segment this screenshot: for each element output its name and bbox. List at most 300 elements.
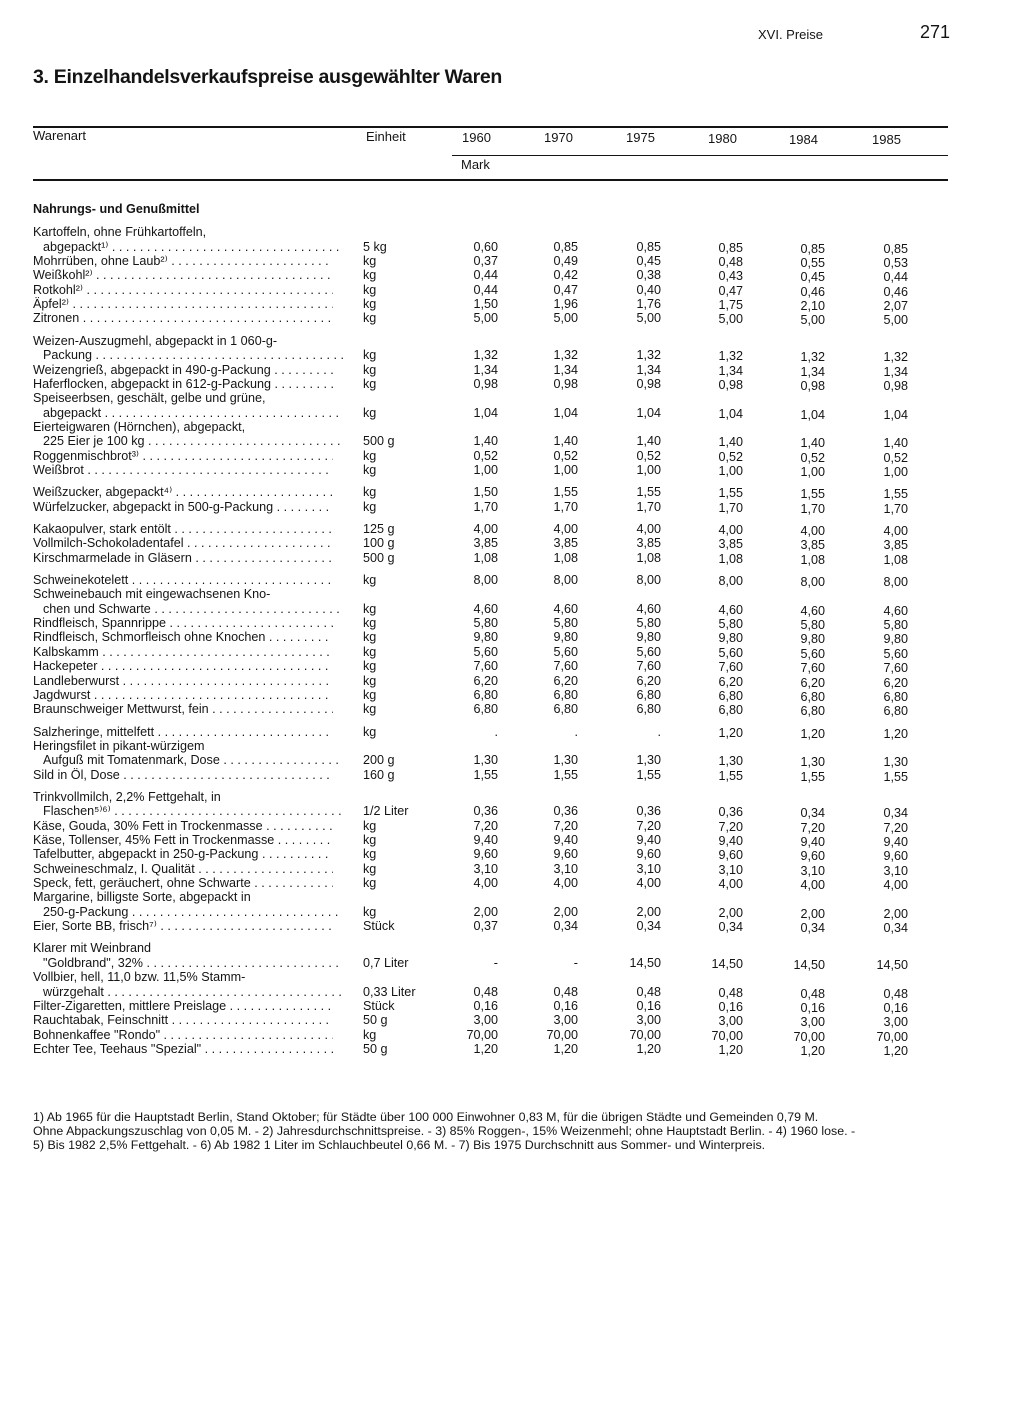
price-cell: 4,60 [553,602,578,616]
table-row [0,602,1024,616]
row-label: Schweinekotelett . . . [33,573,333,587]
footnote-line: 1) Ab 1965 für die Hauptstadt Berlin, Stand Oktober; für Städte über 100 000 Einwohner 0,83 M, für die übrigen Städte und Gemeinden 0,79 M. [33,1110,819,1124]
price-cell: 1,32 [718,349,743,363]
table-row [0,956,1024,970]
price-cell: 1,20 [553,1042,578,1056]
row-label: Filter-Zigaretten, mittlere Preislage . . . [33,999,333,1013]
row-unit: 200 g [363,753,395,767]
row-label: Packung . . . [43,348,343,362]
price-cell: 70,00 [466,1028,498,1042]
currency-label: Mark [461,157,490,172]
price-cell: 5,80 [718,617,743,631]
row-unit: kg [363,485,377,499]
row-label: Hackepeter . . . [33,659,333,673]
price-cell: 0,36 [553,804,578,818]
price-cell: 1,30 [718,754,743,768]
price-cell: 3,85 [718,537,743,551]
price-cell: 7,20 [718,820,743,834]
price-cell: 0,37 [473,919,498,933]
price-cell: 7,20 [473,819,498,833]
row-label: Echter Tee, Teehaus "Spezial" . . . [33,1042,333,1056]
table-row [0,449,1024,463]
table-row-text [0,420,1024,434]
price-cell: 1,55 [800,770,825,784]
price-cell: 1,04 [718,407,743,421]
price-cell: 0,36 [473,804,498,818]
price-cell: 6,20 [718,675,743,689]
price-cell: 1,00 [473,463,498,477]
col-header-year: 1975 [626,130,655,145]
table-row [0,254,1024,268]
price-cell: 9,60 [800,849,825,863]
price-cell: 3,00 [553,1013,578,1027]
table-row-text [0,941,1024,955]
table-row [0,551,1024,565]
price-cell: 1,04 [636,406,661,420]
price-cell: 9,40 [883,835,908,849]
price-cell: 0,47 [718,284,743,298]
table-row [0,876,1024,890]
table-row [0,311,1024,325]
price-cell: 1,70 [636,500,661,514]
row-label: 250-g-Packung . . . [43,905,343,919]
price-cell: 1,55 [883,487,908,501]
price-cell: 3,85 [553,536,578,550]
row-unit: kg [363,725,377,739]
price-cell: 1,55 [718,486,743,500]
price-cell: 9,40 [800,835,825,849]
price-cell: 2,00 [800,907,825,921]
table-row [0,905,1024,919]
row-label: würzgehalt . . . [43,985,343,999]
price-cell: 5,60 [553,645,578,659]
price-cell: 5,00 [883,313,908,327]
row-unit: kg [363,311,377,325]
price-cell: 70,00 [546,1028,578,1042]
price-cell: 0,60 [473,240,498,254]
price-cell: 0,45 [800,270,825,284]
row-label: Nahrungs- und Genußmittel [33,202,200,216]
price-cell: 0,98 [718,378,743,392]
row-unit: kg [363,630,377,644]
price-cell: 0,44 [883,270,908,284]
price-cell: 9,80 [553,630,578,644]
price-cell: 7,20 [636,819,661,833]
price-cell: 5,00 [473,311,498,325]
table-row-text [0,790,1024,804]
price-cell: 1,20 [636,1042,661,1056]
row-unit: kg [363,602,377,616]
price-cell: 0,34 [800,921,825,935]
price-cell: 1,76 [636,297,661,311]
row-unit: kg [363,449,377,463]
price-cell: 8,00 [883,575,908,589]
table-row [0,485,1024,499]
price-cell: 2,00 [883,907,908,921]
row-unit: 0,7 Liter [363,956,409,970]
price-cell: 3,10 [473,862,498,876]
row-label: Salzheringe, mittelfett . . . [33,725,333,739]
table-row [0,522,1024,536]
row-label: Klarer mit Weinbrand [33,941,152,955]
row-label: Vollmilch-Schokoladentafel . . . [33,536,333,550]
price-cell: 1,40 [800,436,825,450]
price-cell: 0,16 [553,999,578,1013]
table-row-text [0,890,1024,904]
price-cell: 4,00 [883,524,908,538]
price-cell: 4,60 [718,603,743,617]
row-label: Flaschen⁵⁾⁶⁾ . . . [43,804,343,818]
table-row [0,999,1024,1013]
table-row [0,630,1024,644]
price-cell: 0,42 [553,268,578,282]
table-row [0,1028,1024,1042]
price-cell: 1,08 [553,551,578,565]
price-cell: 0,85 [553,240,578,254]
price-cell: 0,34 [883,921,908,935]
price-cell: 14,50 [711,957,743,971]
row-label: Roggenmischbrot³⁾ . . . [33,449,333,463]
row-unit: 0,33 Liter [363,985,416,999]
price-cell: 4,00 [800,524,825,538]
price-cell: 1,20 [883,727,908,741]
row-label: Rindfleisch, Spannrippe . . . [33,616,333,630]
price-cell: 1,34 [636,363,661,377]
table-row [0,348,1024,362]
price-cell: 7,20 [553,819,578,833]
price-cell: 9,80 [883,632,908,646]
price-cell: 9,60 [473,847,498,861]
row-label: Würfelzucker, abgepackt in 500-g-Packung . . . [33,500,333,514]
price-cell: 1,55 [800,487,825,501]
price-cell: 1,70 [718,501,743,515]
price-cell: 0,49 [553,254,578,268]
price-cell: 4,00 [473,522,498,536]
price-cell: 6,20 [473,674,498,688]
price-cell: 1,04 [553,406,578,420]
row-unit: kg [363,702,377,716]
price-cell: 6,20 [800,676,825,690]
row-label: Weizen-Auszugmehl, abgepackt in 1 060-g- [33,334,278,348]
price-cell: 0,98 [800,379,825,393]
price-cell: 2,07 [883,299,908,313]
row-unit: kg [363,862,377,876]
price-cell: 1,00 [636,463,661,477]
row-label: Rauchtabak, Feinschnitt . . . [33,1013,333,1027]
price-cell: 1,50 [473,485,498,499]
row-unit: kg [363,659,377,673]
table-row [0,240,1024,254]
price-cell: 0,45 [636,254,661,268]
table-row [0,862,1024,876]
price-cell: 4,60 [883,604,908,618]
price-cell: 5,60 [636,645,661,659]
price-cell: 0,52 [883,451,908,465]
price-cell: 4,00 [883,878,908,892]
price-cell: 7,60 [473,659,498,673]
price-cell: 2,00 [636,905,661,919]
price-cell: 5,80 [636,616,661,630]
price-cell: 14,50 [793,958,825,972]
price-cell: 2,00 [553,905,578,919]
price-cell: 1,40 [473,434,498,448]
price-cell: 0,16 [473,999,498,1013]
price-cell: 1,08 [718,552,743,566]
price-cell: 0,52 [473,449,498,463]
price-cell: . [574,725,578,739]
price-cell: 3,85 [883,538,908,552]
price-cell: 0,37 [473,254,498,268]
price-cell: 1,34 [800,365,825,379]
price-cell: 0,48 [473,985,498,999]
price-cell: 0,36 [636,804,661,818]
row-label: abgepackt . . . [43,406,343,420]
price-cell: 14,50 [629,956,661,970]
table-row [0,753,1024,767]
price-cell: 1,32 [636,348,661,362]
price-cell: 1,20 [883,1044,908,1058]
price-cell: 4,00 [718,877,743,891]
price-cell: 5,80 [883,618,908,632]
price-cell: 0,48 [883,987,908,1001]
price-cell: 7,60 [553,659,578,673]
table-row [0,919,1024,933]
price-cell: 0,55 [800,256,825,270]
col-header-year: 1970 [544,130,573,145]
price-cell: 0,38 [636,268,661,282]
row-label: Heringsfilet in pikant-würzigem [33,739,205,753]
price-cell: 0,34 [800,806,825,820]
price-cell: 1,00 [553,463,578,477]
price-cell: 0,98 [883,379,908,393]
row-label: Weißzucker, abgepackt⁴⁾ . . . [33,485,333,499]
price-cell: 0,43 [718,269,743,283]
price-cell: 6,80 [636,702,661,716]
row-unit: kg [363,283,377,297]
price-cell: 5,80 [553,616,578,630]
price-cell: 0,34 [718,920,743,934]
row-label: chen und Schwarte . . . [43,602,343,616]
row-label: 225 Eier je 100 kg . . . [43,434,343,448]
row-unit: kg [363,847,377,861]
price-cell: 6,80 [883,704,908,718]
price-cell: 6,20 [553,674,578,688]
price-cell: 8,00 [553,573,578,587]
price-cell: 9,60 [636,847,661,861]
col-header-year: 1980 [708,131,737,146]
row-label: Margarine, billigste Sorte, abgepackt in [33,890,251,904]
row-label: Braunschweiger Mettwurst, fein . . . [33,702,333,716]
price-cell: 1,30 [473,753,498,767]
row-label: abgepackt¹⁾ . . . [43,240,343,254]
price-cell: 1,55 [636,485,661,499]
price-cell: 5,60 [883,647,908,661]
price-cell: 7,20 [883,821,908,835]
col-header-year: 1960 [462,130,491,145]
table-row [0,702,1024,716]
col-header-warenart: Warenart [33,128,86,143]
table-row [0,406,1024,420]
price-cell: 4,00 [473,876,498,890]
price-cell: 0,46 [800,285,825,299]
row-unit: 500 g [363,551,395,565]
row-label: Rotkohl²⁾ . . . [33,283,333,297]
price-cell: 0,40 [636,283,661,297]
row-unit: kg [363,268,377,282]
price-cell: 1,08 [636,551,661,565]
row-label: Zitronen . . . [33,311,333,325]
price-cell: 0,34 [553,919,578,933]
price-cell: 4,00 [553,522,578,536]
price-cell: 1,32 [883,350,908,364]
price-cell: 6,80 [473,688,498,702]
price-cell: 14,50 [876,958,908,972]
table-row [0,725,1024,739]
price-cell: 8,00 [718,574,743,588]
row-unit: Stück [363,919,395,933]
price-cell: 0,52 [800,451,825,465]
row-label: Sild in Öl, Dose . . . [33,768,333,782]
price-cell: 1,00 [883,465,908,479]
price-cell: 1,08 [473,551,498,565]
price-cell: 1,40 [553,434,578,448]
price-cell: 1,08 [883,553,908,567]
row-label: Käse, Tollenser, 45% Fett in Trockenmasse . . . [33,833,333,847]
row-unit: kg [363,377,377,391]
table-row-text [0,334,1024,348]
price-cell: 6,80 [718,703,743,717]
price-cell: 9,60 [718,848,743,862]
price-cell: 1,70 [473,500,498,514]
price-cell: 1,20 [718,726,743,740]
price-cell: 4,00 [553,876,578,890]
price-cell: 0,85 [883,242,908,256]
price-cell: 6,80 [553,688,578,702]
price-cell: 2,10 [800,299,825,313]
table-row [0,268,1024,282]
table-row-text [0,391,1024,405]
price-cell: 1,40 [636,434,661,448]
price-cell: 0,98 [636,377,661,391]
table-row-text [0,970,1024,984]
table-row [0,674,1024,688]
price-cell: 0,16 [883,1001,908,1015]
price-cell: 9,80 [636,630,661,644]
price-cell: 1,34 [473,363,498,377]
price-cell: 4,00 [636,876,661,890]
price-cell: 1,30 [636,753,661,767]
row-label: Kakaopulver, stark entölt . . . [33,522,333,536]
table-row [0,1042,1024,1056]
row-unit: kg [363,348,377,362]
row-label: Tafelbutter, abgepackt in 250-g-Packung . . . [33,847,333,861]
table-row [0,297,1024,311]
table-row [0,804,1024,818]
price-cell: 0,36 [718,805,743,819]
price-cell: 6,80 [553,702,578,716]
row-label: Weißbrot . . . [33,463,333,477]
row-unit: 125 g [363,522,395,536]
price-cell: 0,48 [636,985,661,999]
price-cell: 0,98 [553,377,578,391]
price-cell: 4,60 [636,602,661,616]
price-cell: 9,40 [473,833,498,847]
row-label: Kartoffeln, ohne Frühkartoffeln, [33,225,207,239]
price-cell: 5,00 [718,312,743,326]
price-cell: 1,20 [473,1042,498,1056]
price-cell: 3,00 [473,1013,498,1027]
price-cell: 0,16 [800,1001,825,1015]
price-cell: 7,60 [636,659,661,673]
table-row [0,616,1024,630]
price-cell: 0,48 [718,255,743,269]
row-label: Landleberwurst . . . [33,674,333,688]
row-unit: kg [363,500,377,514]
table-row [0,536,1024,550]
price-cell: 1,04 [800,408,825,422]
row-label: Haferflocken, abgepackt in 612-g-Packung . . . [33,377,333,391]
row-unit: kg [363,833,377,847]
row-unit: kg [363,254,377,268]
row-unit: kg [363,905,377,919]
price-cell: 1,34 [883,365,908,379]
table-row [0,659,1024,673]
table-row [0,645,1024,659]
row-unit: kg [363,674,377,688]
table-row [0,768,1024,782]
price-cell: 70,00 [793,1030,825,1044]
row-label: Aufguß mit Tomatenmark, Dose . . . [43,753,343,767]
price-cell: 1,70 [883,502,908,516]
price-cell: 0,34 [883,806,908,820]
price-cell: 7,60 [883,661,908,675]
price-cell: 5,80 [800,618,825,632]
price-cell: 1,50 [473,297,498,311]
row-label: Schweineschmalz, I. Qualität . . . [33,862,333,876]
price-cell: 9,40 [636,833,661,847]
price-cell: 1,00 [718,464,743,478]
price-cell: 0,52 [718,450,743,464]
row-unit: 50 g [363,1042,388,1056]
price-cell: 0,98 [473,377,498,391]
price-cell: 0,46 [883,285,908,299]
table-row-text [0,587,1024,601]
price-cell: 6,80 [883,690,908,704]
row-label: Rindfleisch, Schmorfleisch ohne Knochen . . . [33,630,333,644]
table-row [0,833,1024,847]
price-cell: 1,55 [553,485,578,499]
page-number: 271 [920,22,951,42]
price-cell: . [657,725,661,739]
row-label: Mohrrüben, ohne Laub²⁾ . . . [33,254,333,268]
price-cell: 0,47 [553,283,578,297]
price-cell: 6,80 [800,690,825,704]
row-unit: 5 kg [363,240,387,254]
price-cell: 5,60 [473,645,498,659]
row-label: Jagdwurst . . . [33,688,333,702]
price-cell: 1,70 [553,500,578,514]
table-row-text [0,739,1024,753]
price-cell: 7,60 [800,661,825,675]
price-cell: 0,16 [636,999,661,1013]
table-row [0,363,1024,377]
price-cell: 1,32 [473,348,498,362]
row-unit: kg [363,688,377,702]
table-row [0,434,1024,448]
row-unit: kg [363,463,377,477]
table-row [0,819,1024,833]
price-cell: 5,80 [473,616,498,630]
